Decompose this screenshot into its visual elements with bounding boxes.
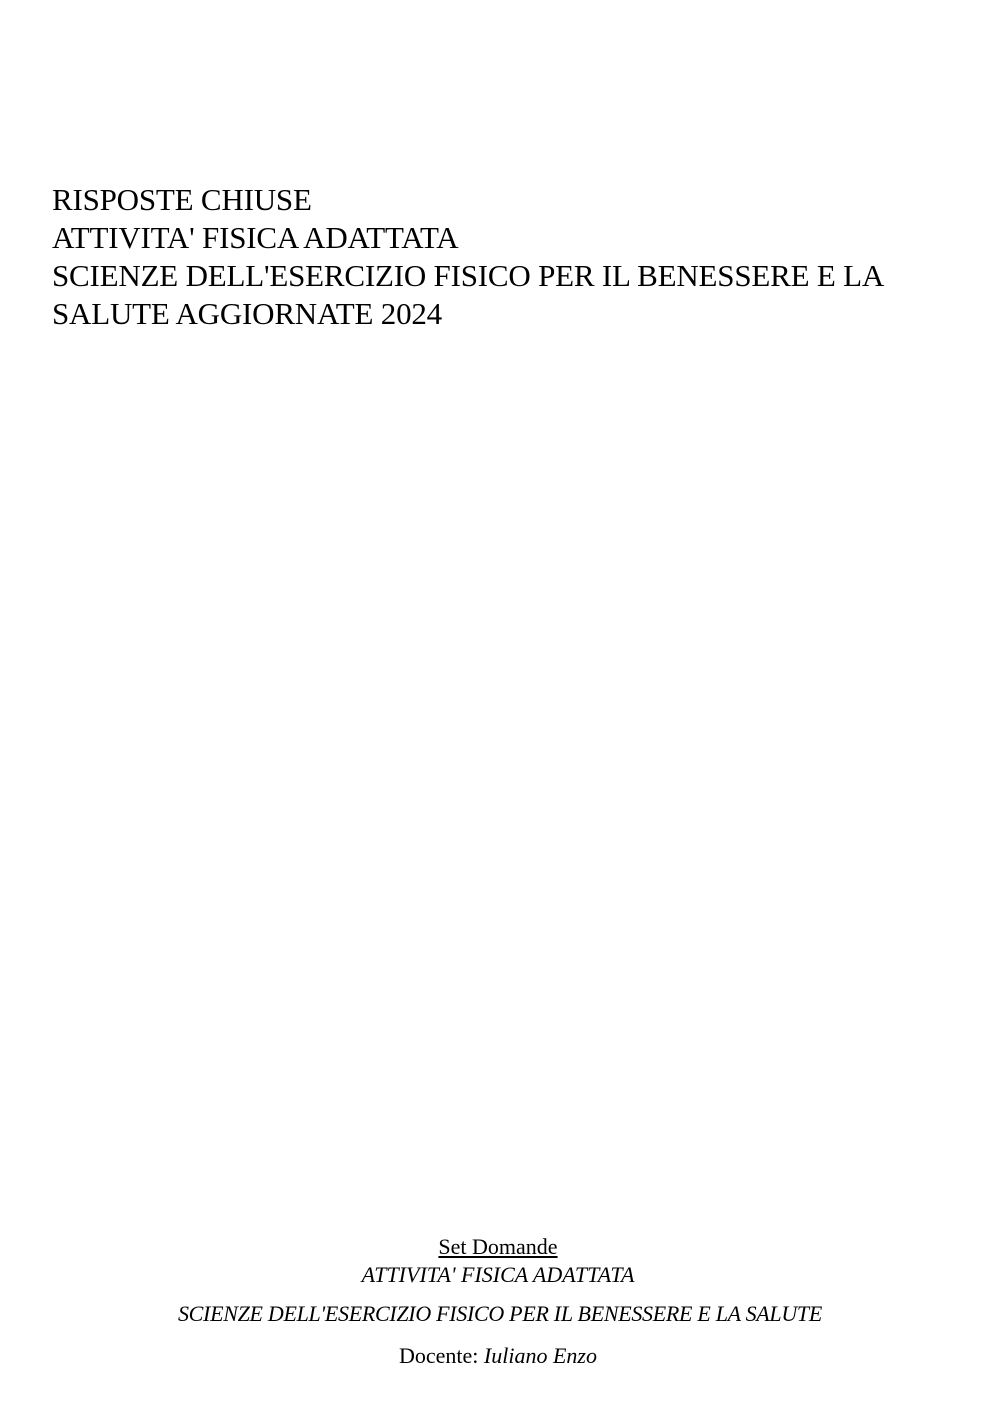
title-line-3: SCIENZE DELL'ESERCIZIO FISICO PER IL BENESSERE E LA (52, 258, 885, 293)
course-name: ATTIVITA' FISICA ADATTATA (361, 1262, 635, 1287)
teacher-name: Iuliano Enzo (483, 1343, 597, 1368)
title-line-1: RISPOSTE CHIUSE (52, 182, 312, 217)
document-title (52, 181, 982, 333)
set-domande-label: Set Domande (438, 1234, 558, 1259)
teacher-line (0, 1342, 998, 1370)
teacher-label: Docente: (399, 1343, 479, 1368)
title-line-4: SALUTE AGGIORNATE 2024 (52, 296, 442, 331)
degree-name: SCIENZE DELL'ESERCIZIO FISICO PER IL BENESSERE E LA SALUTE (177, 1301, 823, 1326)
title-line-2: ATTIVITA' FISICA ADATTATA (52, 220, 459, 255)
